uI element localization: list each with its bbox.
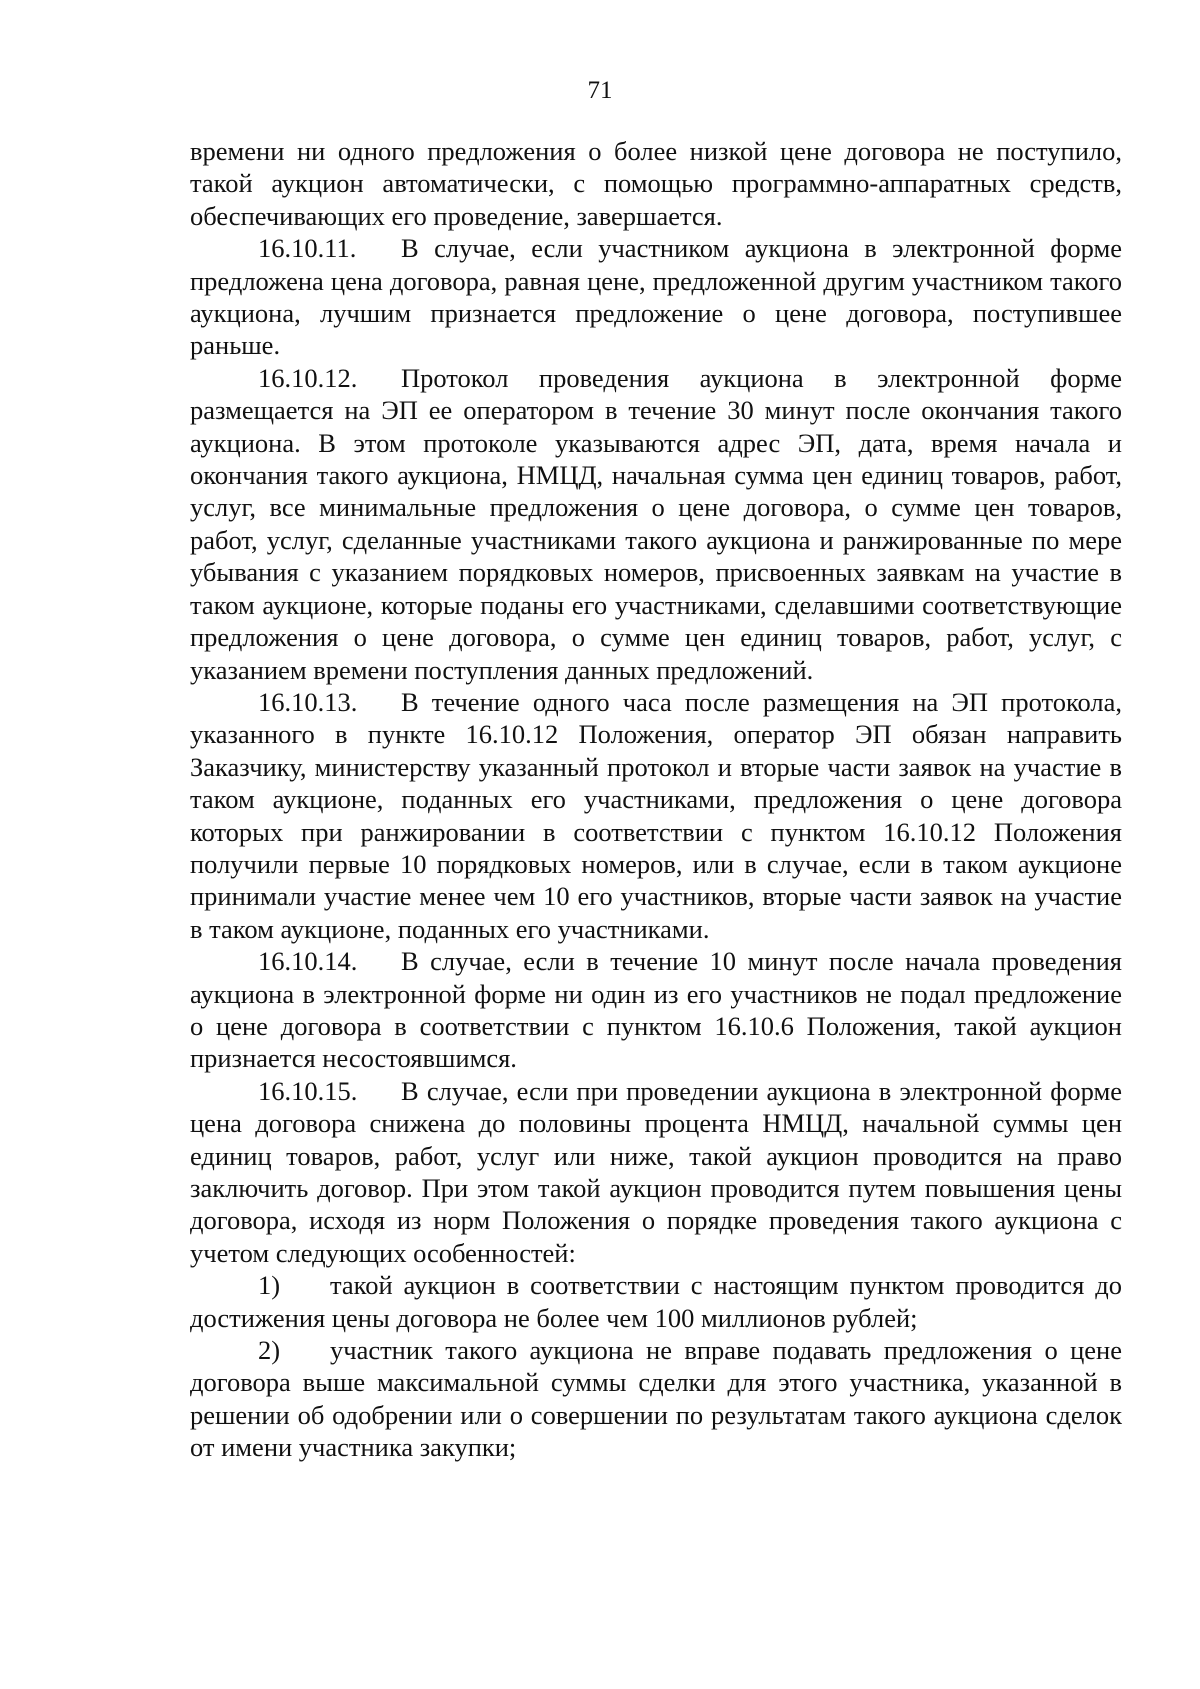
- paragraph-text: времени ни одного предложения о более низкой цене договора не поступило, такой аукцион автоматически, с помощью программно-аппаратных средств, обеспечивающих его проведение, завершается.: [190, 136, 1122, 231]
- paragraph-16-10-14: [190, 945, 1122, 1075]
- paragraph-text: Протокол проведения аукциона в электронной форме размещается на ЭП ее оператором в течение 30 минут после окончания такого аукциона. В этом протоколе указываются адрес ЭП, дата, время начала и окончания такого аукциона, НМЦД, начальная сумма цен единиц товаров, работ, услуг, все минимальные предложения о цене договора, о сумме цен товаров, работ, услуг, сделанные участниками такого аукциона и ранжированные по мере убывания с указанием порядковых номеров, присвоенных заявкам на участие в таком аукционе, которые поданы его участниками, сделавшими соответствующие предложения о цене договора, о сумме цен единиц товаров, работ, услуг, с указанием времени поступления данных предложений.: [190, 362, 1122, 685]
- paragraph-16-10-11: [190, 232, 1122, 362]
- list-item-number: 2): [258, 1335, 281, 1366]
- paragraph-16-10-12: [190, 362, 1122, 686]
- paragraph-number: 16.10.11.: [258, 233, 357, 264]
- paragraph-number: 16.10.15.: [258, 1075, 358, 1106]
- paragraph-number: 16.10.12.: [258, 362, 358, 393]
- list-item-1: [190, 1269, 1122, 1334]
- paragraph-text: В случае, если в течение 10 минут после начала проведения аукциона в электронной форме ни один из его участников не подал предложение о цене договора в соответствии с пунктом 16.10.6 Положения, такой аукцион признается несостоявшимся.: [190, 946, 1122, 1074]
- paragraph-text: В случае, если при проведении аукциона в электронной форме цена договора снижена до половины процента НМЦД, начальной суммы цен единиц товаров, работ, услуг или ниже, такой аукцион проводится на право заключить договор. При этом такой аукцион проводится путем повышения цены договора, исходя из норм Положения о порядке проведения такого аукциона с учетом следующих особенностей:: [190, 1075, 1122, 1268]
- paragraph-text: В течение одного часа после размещения на ЭП протокола, указанного в пункте 16.10.12 Положения, оператор ЭП обязан направить Заказчику, министерству указанный протокол и вторые части заявок на участие в таком аукционе, поданных его участниками, предложения о цене договора которых при ранжировании в соответствии с пунктом 16.10.12 Положения получили первые 10 порядковых номеров, или в случае, если в таком аукционе принимали участие менее чем 10 его участников, вторые части заявок на участие в таком аукционе, поданных его участниками.: [190, 686, 1122, 944]
- document-body: [190, 135, 1122, 1464]
- paragraph-text: В случае, если участником аукциона в электронной форме предложена цена договора, равная цене, предложенной другим участником такого аукциона, лучшим признается предложение о цене договора, поступившее раньше.: [190, 233, 1122, 361]
- list-item-2: [190, 1334, 1122, 1464]
- list-item-number: 1): [258, 1270, 281, 1301]
- paragraph-16-10-13: [190, 686, 1122, 945]
- paragraph-16-10-15: [190, 1075, 1122, 1269]
- page-number: 71: [587, 77, 613, 104]
- paragraph-number: 16.10.13.: [258, 686, 358, 717]
- paragraph-continuation: [190, 135, 1122, 232]
- list-item-text: такой аукцион в соответствии с настоящим пунктом проводится до достижения цены договора не более чем 100 миллионов рублей;: [190, 1270, 1122, 1333]
- paragraph-number: 16.10.14.: [258, 946, 358, 977]
- list-item-text: участник такого аукциона не вправе подавать предложения о цене договора выше максимальной суммы сделки для этого участника, указанной в решении об одобрении или о совершении по результатам такого аукциона сделок от имени участника закупки;: [190, 1335, 1122, 1463]
